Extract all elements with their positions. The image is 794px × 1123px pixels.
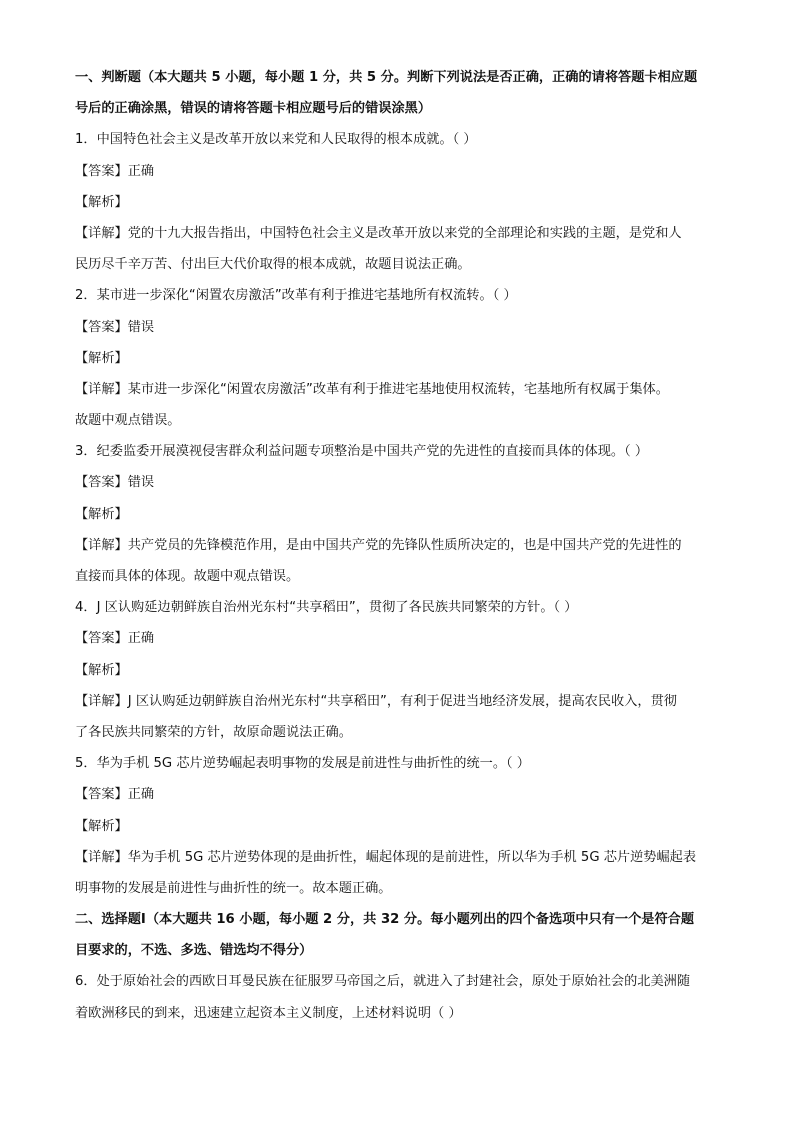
question-1 [75,124,723,280]
question-stem: 3．纪委监委开展漠视侵害群众利益问题专项整治是中国共产党的先进性的直接而具体的体现。（ ） [75,444,649,460]
question-stem: 4．J 区认购延边朝鲜族自治州光东村“共享稻田”，贯彻了各民族共同繁荣的方针。（ ） [75,600,578,616]
section1-heading-line2: 号后的正确涂黑，错误的请将答题卡相应题号后的错误涂黑） [75,101,432,117]
detail-text: 党的十九大报告指出，中国特色社会主义是改革开放以来党的全部理论和实践的主题，是党和人 [127,225,682,241]
answer-value: 错误 [127,475,155,491]
answer-label: 【答案】 [75,475,128,491]
answer-label: 【答案】 [75,631,128,647]
detail-line [75,530,723,561]
detail-line [75,842,723,873]
analysis-label: 【解析】 [75,350,128,366]
answer-value: 正确 [127,787,155,803]
question-stem: 6．处于原始社会的西欧日耳曼民族在征服罗马帝国之后，就进入了封建社会，原处于原始社会的北美洲随 [75,974,691,990]
section2-heading-line2: 目要求的，不选、多选、错选均不得分） [75,943,313,959]
section1-heading-line1: 一、判断题（本大题共 5 小题，每小题 1 分，共 5 分。判断下列说法是否正确，正确的请将答题卡相应题 [75,70,698,85]
answer-value: 错误 [127,319,155,335]
detail-continuation: 民历尽千辛万苦、付出巨大代价取得的根本成就，故题目说法正确。 [75,257,471,273]
detail-line [75,218,723,249]
detail-continuation: 了各民族共同繁荣的方针，故原命题说法正确。 [75,724,352,740]
analysis-label: 【解析】 [75,506,128,522]
question-stem: 2．某市进一步深化“闲置农房激活”改革有利于推进宅基地所有权流转。（ ） [75,288,517,304]
detail-text: J 区认购延边朝鲜族自治州光东村“共享稻田”，有利于促进当地经济发展，提高农民收入，贯彻 [127,693,677,709]
question-5 [75,748,723,904]
exam-page [75,62,723,1029]
detail-label: 【详解】 [75,693,128,709]
question-3 [75,436,723,592]
answer-label: 【答案】 [75,787,128,803]
analysis-label: 【解析】 [75,662,128,678]
section2-heading-line1: 二、选择题Ⅰ（本大题共 16 小题，每小题 2 分，共 32 分。每小题列出的四个备选项中只有一个是符合题 [75,912,695,928]
question-stem: 5．华为手机 5G 芯片逆势崛起表明事物的发展是前进性与曲折性的统一。（ ） [75,756,530,772]
detail-label: 【详解】 [75,225,128,241]
detail-label: 【详解】 [75,381,128,397]
detail-label: 【详解】 [75,849,128,865]
detail-text: 华为手机 5G 芯片逆势体现的是曲折性，崛起体现的是前进性，所以华为手机 5G 芯片逆势崛起表 [127,849,697,865]
question-stem-continuation: 着欧洲移民的到来，迅速建立起资本主义制度，上述材料说明（ ） [75,1005,462,1021]
answer-label: 【答案】 [75,163,128,179]
detail-line [75,686,723,717]
detail-line [75,374,723,405]
answer-line [75,623,723,654]
answer-line [75,467,723,498]
answer-label: 【答案】 [75,319,128,335]
question-2 [75,280,723,436]
answer-line [75,312,723,343]
answer-line [75,779,723,810]
detail-continuation: 明事物的发展是前进性与曲折性的统一。故本题正确。 [75,880,392,896]
question-stem: 1．中国特色社会主义是改革开放以来党和人民取得的根本成就。（ ） [75,132,477,148]
detail-text: 共产党员的先锋模范作用，是由中国共产党的先锋队性质所决定的，也是中国共产党的先进性的 [127,537,682,553]
analysis-label: 【解析】 [75,194,128,210]
answer-value: 正确 [127,163,155,179]
analysis-label: 【解析】 [75,818,128,834]
detail-label: 【详解】 [75,537,128,553]
answer-value: 正确 [127,631,155,647]
detail-text: 某市进一步深化“闲置农房激活”改革有利于推进宅基地使用权流转，宅基地所有权属于集体。 [127,381,669,397]
question-4 [75,592,723,748]
question-6 [75,966,723,1028]
detail-continuation: 直接而具体的体现。故题中观点错误。 [75,569,300,584]
answer-line [75,156,723,187]
detail-continuation: 故题中观点错误。 [75,413,181,429]
